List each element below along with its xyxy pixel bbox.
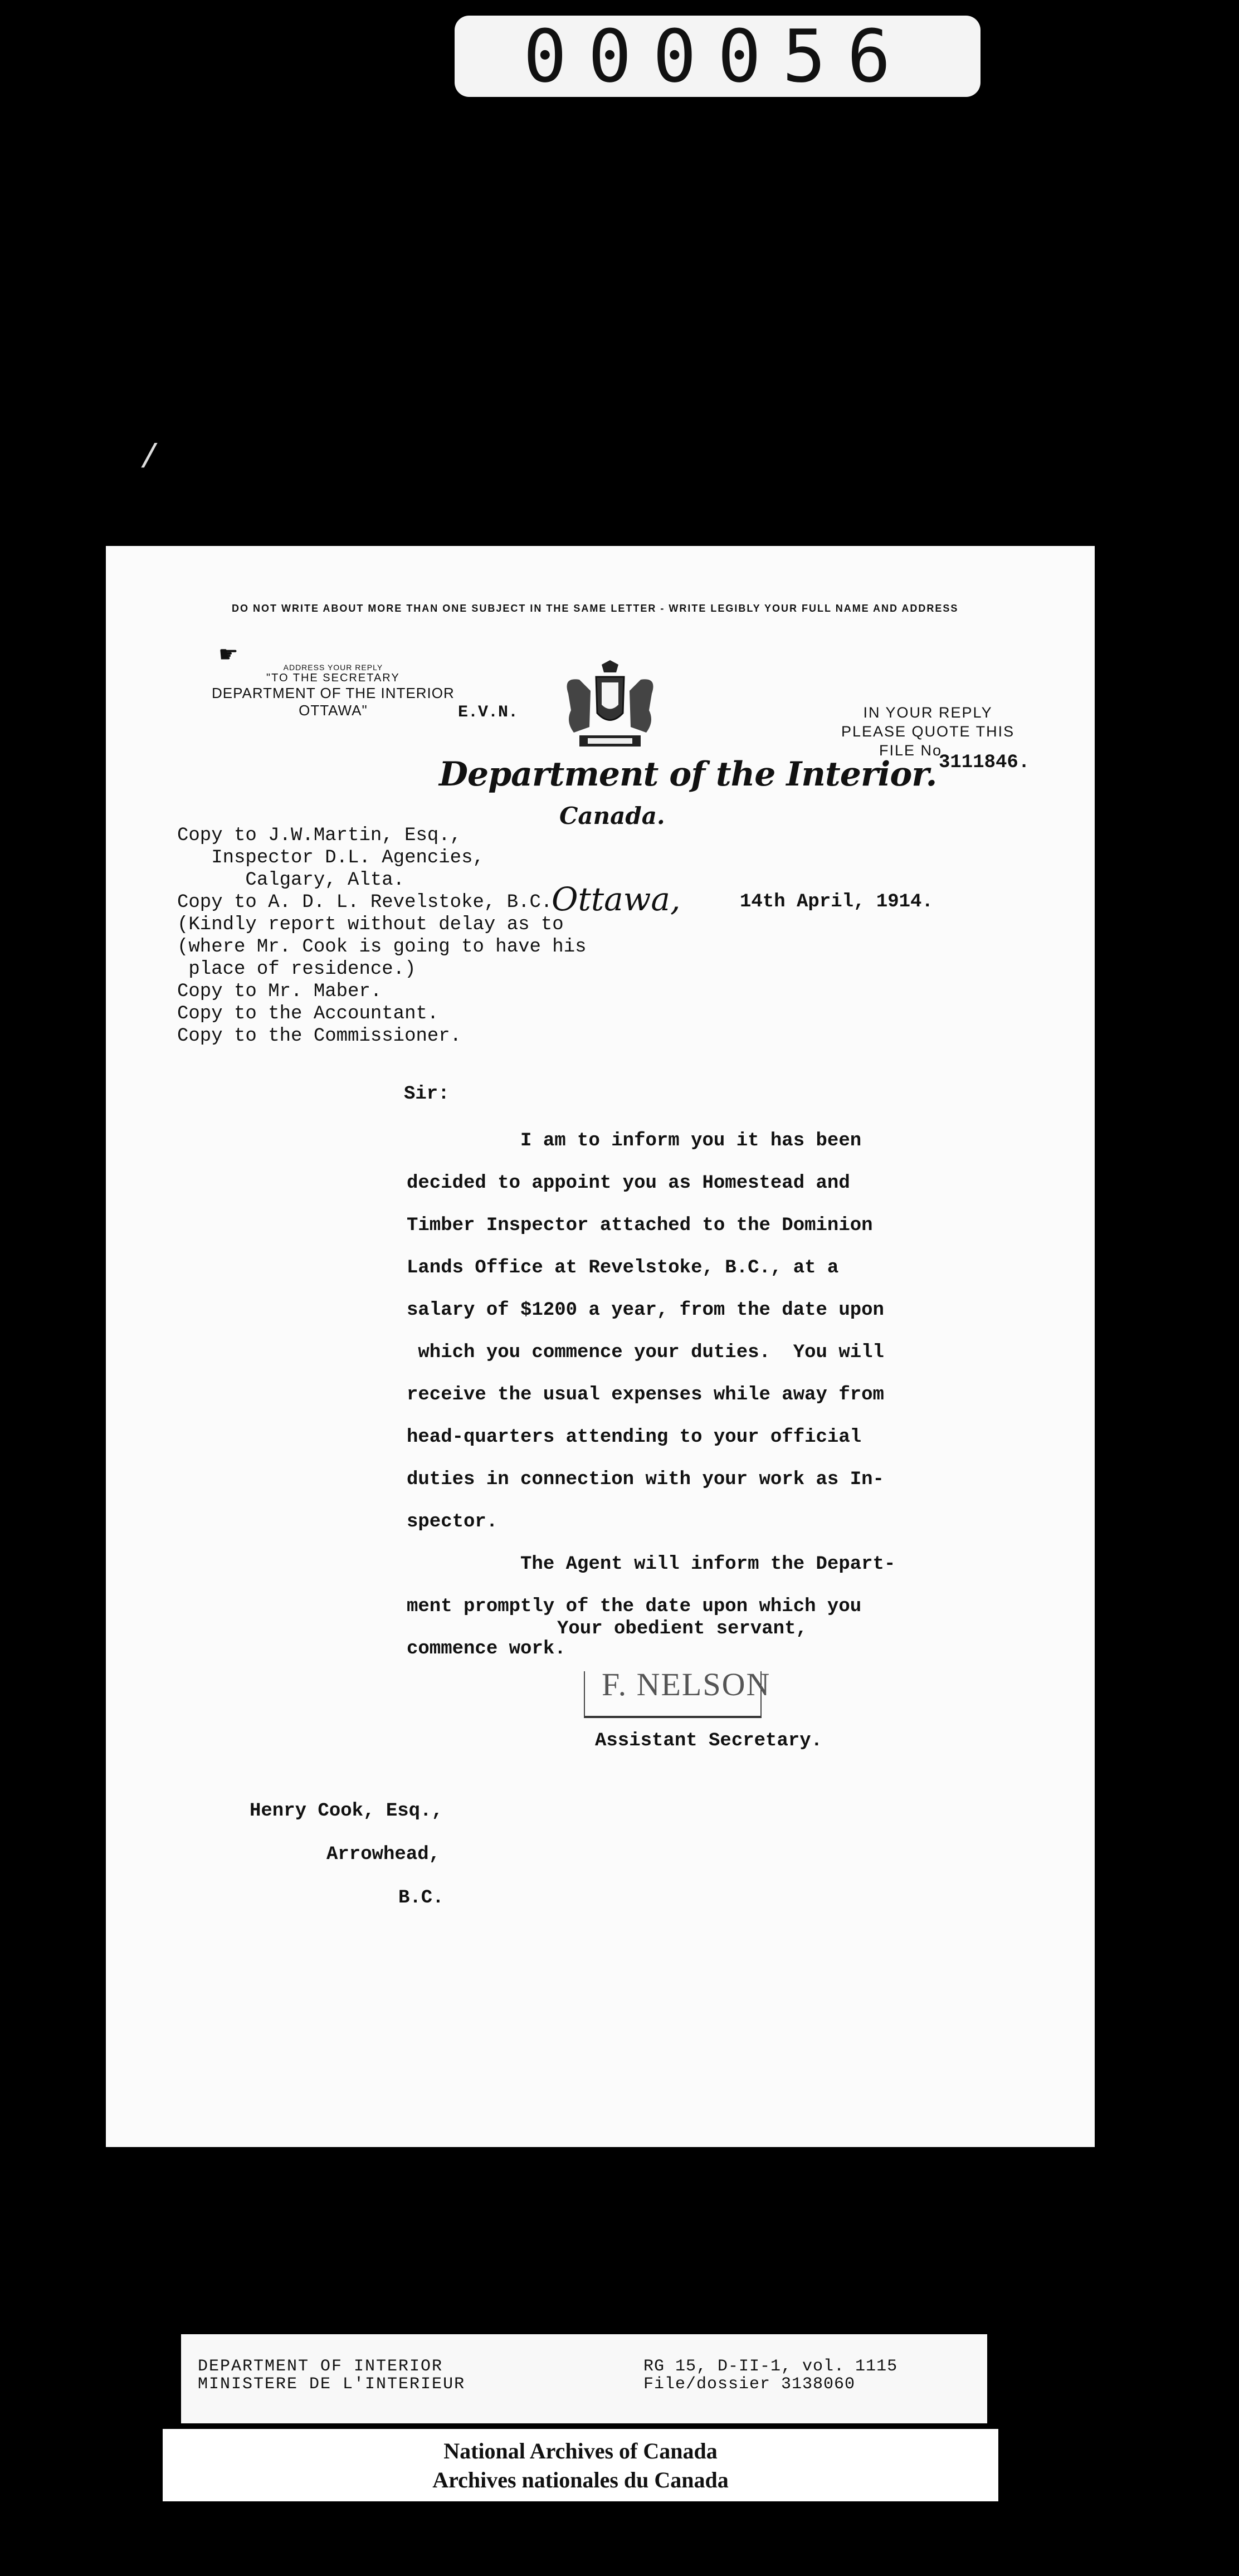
body-line: Timber Inspector attached to the Dominion [407,1215,873,1236]
body-line: salary of $1200 a year, from the date upon [407,1300,884,1321]
body-line: receive the usual expenses while away from [407,1384,884,1406]
letter-date: 14th April, 1914. [740,891,933,913]
body-line: decided to appoint you as Homestead and [407,1173,850,1194]
country-name: Canada. [559,802,665,830]
copy-line: (Kindly report without delay as to [177,914,564,935]
letter-body [407,1120,895,1670]
closing: Your obedient servant, [557,1618,807,1640]
ref-left-line-1: DEPARTMENT OF INTERIOR [198,2357,443,2376]
file-number: 3111846. [939,752,1030,773]
copy-line: Calgary, Alta. [177,870,405,891]
letterhead-banner: DO NOT WRITE ABOUT MORE THAN ONE SUBJECT IN THE SAME LETTER - WRITE LEGIBLY YOUR FULL NAME AND ADDRESS [232,603,959,614]
body-line: The Agent will inform the Depart- [407,1554,896,1575]
addressee-town: Arrowhead, [326,1844,441,1865]
reply-line-3: FILE No [879,742,943,759]
pointing-hand-icon: ☛ [218,642,238,667]
reply-instructions [841,703,1014,760]
archives-line-1: National Archives of Canada [443,2438,718,2463]
body-line: I am to inform you it has been [407,1130,862,1152]
place-of-writing: Ottawa, [552,880,681,918]
ref-department [198,2358,465,2393]
address-line-2: "TO THE SECRETARY [266,672,400,684]
addressee-province: B.C. [398,1887,444,1909]
clerk-initials: E.V.N. [458,703,519,722]
letter-page [106,546,1095,2147]
body-line: ment promptly of the date upon which you [407,1596,862,1617]
archive-stamp-number: 000056 [455,16,981,97]
address-line-4: OTTAWA" [299,702,368,719]
ref-right-line-2: File/dossier 3138060 [643,2375,856,2394]
copy-line: Copy to the Accountant. [177,1003,439,1024]
copy-line: Copy to A. D. L. Revelstoke, B.C. [177,892,553,913]
archive-reference-card [181,2334,987,2423]
coat-of-arms-icon [557,660,663,752]
salutation: Sir: [404,1084,450,1105]
signature-stamp: F. NELSON [602,1666,771,1702]
reply-line-1: IN YOUR REPLY [863,704,993,721]
reply-line-2: PLEASE QUOTE THIS [841,723,1015,740]
body-line: which you commence your duties. You will [407,1342,884,1363]
ref-file [643,2358,897,2393]
address-line-1: ADDRESS YOUR REPLY [283,663,383,672]
archives-label [163,2429,998,2501]
address-line-3: DEPARTMENT OF THE INTERIOR [212,685,455,701]
body-line: Lands Office at Revelstoke, B.C., at a [407,1257,839,1279]
copy-line: place of residence.) [177,959,416,980]
copy-line: Copy to the Commissioner. [177,1026,462,1047]
ref-left-line-2: MINISTERE DE L'INTERIEUR [198,2375,466,2394]
body-line: head-quarters attending to your official [407,1427,862,1448]
copy-line: (where Mr. Cook is going to have his [177,936,587,958]
body-line: duties in connection with your work as In- [407,1469,884,1490]
copy-line: Copy to J.W.Martin, Esq., [177,825,462,846]
ref-right-line-1: RG 15, D-II-1, vol. 1115 [643,2357,898,2376]
addressee-name: Henry Cook, Esq., [250,1801,443,1822]
copy-line: Inspector D.L. Agencies, [177,847,484,869]
body-line: spector. [407,1511,498,1533]
signer-title: Assistant Secretary. [595,1730,823,1752]
body-line: commence work. [407,1638,566,1660]
department-name: Department of the Interior. [439,755,937,794]
archives-line-2: Archives nationales du Canada [432,2467,729,2492]
reply-address-block [212,642,455,719]
copy-line: Copy to Mr. Maber. [177,981,382,1002]
copy-list [177,824,587,1047]
scan-mark: / [139,440,160,478]
